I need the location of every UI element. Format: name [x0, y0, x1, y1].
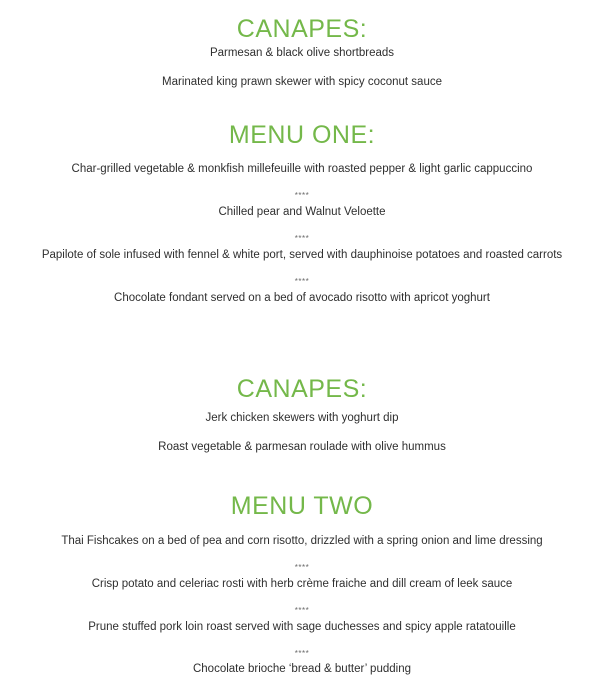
menu-two-heading: MENU TWO	[230, 492, 374, 520]
menu-two-course: Prune stuffed pork loin roast served with sage duchesses and spicy apple ratatouille	[88, 621, 516, 633]
canapes-heading-2: CANAPES:	[236, 375, 368, 403]
course-separator: ****	[294, 563, 310, 572]
canape-item: Parmesan & black olive shortbreads	[209, 47, 395, 59]
menu-two-course: Chocolate brioche ‘bread & butter’ pudding	[192, 663, 411, 675]
course-separator: ****	[294, 191, 310, 200]
menu-one-course: Papilote of sole infused with fennel & white port, served with dauphinoise potatoes and roasted carrots	[41, 249, 563, 261]
menu-two-course: Crisp potato and celeriac rosti with herb crème fraiche and dill cream of leek sauce	[91, 578, 513, 590]
menu-one-course: Chocolate fondant served on a bed of avocado risotto with apricot yoghurt	[114, 292, 490, 304]
menu-one-heading: MENU ONE:	[228, 121, 376, 149]
menu-two-course: Thai Fishcakes on a bed of pea and corn risotto, drizzled with a spring onion and lime dressing	[61, 535, 543, 547]
canape-item: Marinated king prawn skewer with spicy coconut sauce	[162, 76, 442, 88]
course-separator: ****	[294, 277, 310, 286]
canapes-heading-1: CANAPES:	[236, 15, 368, 43]
canape-item: Jerk chicken skewers with yoghurt dip	[205, 412, 399, 424]
menu-one-course: Char-grilled vegetable & monkfish millefeuille with roasted pepper & light garlic cappuccino	[71, 163, 533, 175]
menu-one-course: Chilled pear and Walnut Veloette	[218, 206, 386, 218]
canape-item: Roast vegetable & parmesan roulade with olive hummus	[158, 441, 446, 453]
course-separator: ****	[294, 234, 310, 243]
course-separator: ****	[294, 606, 310, 615]
course-separator: ****	[294, 649, 310, 658]
